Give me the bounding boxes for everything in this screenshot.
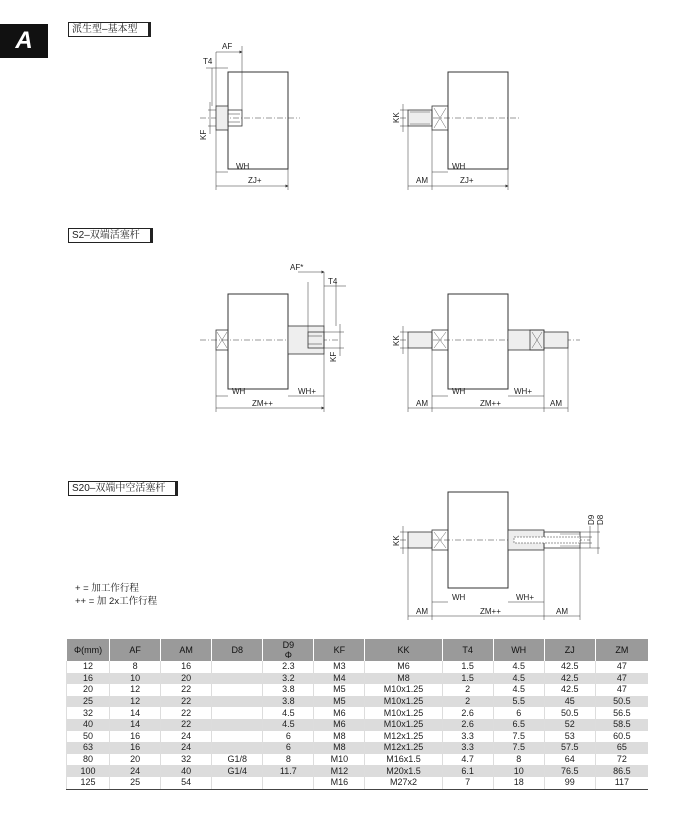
table-cell: 16	[110, 742, 161, 754]
table-cell: 64	[544, 754, 595, 766]
table-cell	[212, 684, 263, 696]
dim-label: AM	[416, 399, 428, 408]
table-cell: 20	[161, 673, 212, 685]
col-header-am: AM	[161, 639, 212, 661]
table-cell: 24	[110, 765, 161, 777]
table-row	[67, 719, 649, 731]
table-cell: 50	[67, 731, 110, 743]
dim-label: T4	[328, 277, 338, 286]
table-cell: M10x1.25	[365, 707, 442, 719]
table-cell: 6	[263, 742, 314, 754]
table-cell: 47	[595, 673, 648, 685]
table-cell: G1/4	[212, 765, 263, 777]
dim-label: AF	[222, 42, 233, 51]
dim-label: WH+	[514, 387, 532, 396]
col-header-bore: Φ(mm)	[67, 639, 110, 661]
dim-label: WH	[232, 387, 246, 396]
table-cell: 3.2	[263, 673, 314, 685]
table-cell: 20	[67, 684, 110, 696]
col-header-d8: D8	[212, 639, 263, 661]
dim-label: KF	[199, 129, 208, 140]
dim-label: ZM++	[480, 607, 501, 616]
table-cell: 6	[493, 707, 544, 719]
table-cell: 50.5	[595, 696, 648, 708]
table-cell: M5	[314, 696, 365, 708]
table-cell: 5.5	[493, 696, 544, 708]
dim-label: D9	[587, 514, 596, 525]
table-cell: 3.3	[442, 742, 493, 754]
table-cell: 58.5	[595, 719, 648, 731]
table-row	[67, 707, 649, 719]
table-row	[67, 742, 649, 754]
table-row	[67, 684, 649, 696]
table-cell: 42.5	[544, 661, 595, 673]
dim-label: D8	[596, 514, 605, 525]
table-cell: 24	[161, 731, 212, 743]
table-cell: 22	[161, 719, 212, 731]
col-header-d9	[263, 639, 314, 661]
table-cell: 4.5	[493, 684, 544, 696]
table-cell: 4.5	[493, 661, 544, 673]
table-cell: M12x1.25	[365, 731, 442, 743]
dim-label: AM	[556, 607, 568, 616]
table-cell: 14	[110, 707, 161, 719]
table-cell: 99	[544, 777, 595, 789]
table-cell: 3.8	[263, 684, 314, 696]
table-cell: 4.5	[263, 719, 314, 731]
table-row	[67, 754, 649, 766]
table-cell: 6.5	[493, 719, 544, 731]
dim-label: WH	[452, 593, 466, 602]
dim-label: ZJ+	[460, 176, 474, 185]
table-cell: 40	[67, 719, 110, 731]
table-header-row	[67, 639, 649, 661]
table-cell: 2.3	[263, 661, 314, 673]
table-cell: 16	[67, 673, 110, 685]
table-cell	[212, 719, 263, 731]
table-cell: 1.5	[442, 673, 493, 685]
table-cell: 50.5	[544, 707, 595, 719]
section-label-s20: S20–双端中空活塞杆	[68, 481, 178, 496]
table-cell: 52	[544, 719, 595, 731]
table-cell: 16	[161, 661, 212, 673]
col-header-zj: ZJ	[544, 639, 595, 661]
dim-label: KK	[392, 112, 401, 123]
table-cell: 42.5	[544, 673, 595, 685]
table-cell: 18	[493, 777, 544, 789]
table-cell: 32	[67, 707, 110, 719]
table-cell: M12	[314, 765, 365, 777]
table-cell: 80	[67, 754, 110, 766]
drawing-basic-internal	[200, 46, 300, 190]
drawing-s20-hollow	[400, 492, 600, 620]
dim-label: KF	[329, 351, 338, 362]
dim-label: WH+	[516, 593, 534, 602]
dim-label: KK	[392, 535, 401, 546]
table-cell: 10	[493, 765, 544, 777]
table-cell: M10x1.25	[365, 696, 442, 708]
drawing-s2-internal	[200, 272, 346, 412]
table-cell	[212, 742, 263, 754]
table-cell: M10x1.25	[365, 719, 442, 731]
dim-label: ZM++	[252, 399, 273, 408]
table-cell: 3.8	[263, 696, 314, 708]
table-row	[67, 696, 649, 708]
table-cell: 24	[161, 742, 212, 754]
col-header-d9-sub: Φ	[284, 650, 292, 660]
table-cell: 7.5	[493, 742, 544, 754]
table-row	[67, 673, 649, 685]
legend-notes	[75, 582, 157, 608]
table-cell: 100	[67, 765, 110, 777]
dim-label: WH+	[298, 387, 316, 396]
table-cell: 12	[110, 696, 161, 708]
table-cell: M16	[314, 777, 365, 789]
table-cell: 47	[595, 661, 648, 673]
table-cell: 72	[595, 754, 648, 766]
page-section-tab: A	[0, 24, 48, 58]
table-cell: M5	[314, 684, 365, 696]
table-cell: 125	[67, 777, 110, 789]
col-header-wh: WH	[493, 639, 544, 661]
table-row	[67, 777, 649, 789]
table-cell: M6	[314, 707, 365, 719]
table-cell: 6	[263, 731, 314, 743]
table-cell: 7	[442, 777, 493, 789]
col-header-d9-label: D9	[282, 640, 295, 650]
table-cell: 25	[67, 696, 110, 708]
table-cell: 12	[67, 661, 110, 673]
dim-label: WH	[452, 162, 466, 171]
table-cell: 6.1	[442, 765, 493, 777]
dim-label: AM	[550, 399, 562, 408]
table-row	[67, 731, 649, 743]
table-cell: 12	[110, 684, 161, 696]
table-cell: M3	[314, 661, 365, 673]
table-cell: M12x1.25	[365, 742, 442, 754]
dim-label: ZM++	[480, 399, 501, 408]
table-cell: 22	[161, 707, 212, 719]
table-row	[67, 765, 649, 777]
table-cell: 40	[161, 765, 212, 777]
table-cell	[212, 777, 263, 789]
table-cell: M6	[365, 661, 442, 673]
table-cell: 32	[161, 754, 212, 766]
dim-label: AM	[416, 607, 428, 616]
table-cell: 1.5	[442, 661, 493, 673]
dim-label: KK	[392, 335, 401, 346]
table-cell	[263, 777, 314, 789]
table-cell: 4.5	[493, 673, 544, 685]
table-cell: M10x1.25	[365, 684, 442, 696]
dim-label: WH	[236, 162, 250, 171]
drawing-basic-external	[400, 72, 520, 190]
table-cell	[212, 673, 263, 685]
table-cell: 2.6	[442, 707, 493, 719]
table-cell: 60.5	[595, 731, 648, 743]
section-label-basic: 派生型–基本型	[68, 22, 151, 37]
dim-label: ZJ+	[248, 176, 262, 185]
table-cell: 8	[110, 661, 161, 673]
table-cell: M4	[314, 673, 365, 685]
table-cell: M8	[365, 673, 442, 685]
table-cell: 16	[110, 731, 161, 743]
table-cell: 4.7	[442, 754, 493, 766]
col-header-kf: KF	[314, 639, 365, 661]
table-cell: 2	[442, 684, 493, 696]
table-cell: M16x1.5	[365, 754, 442, 766]
dim-label: WH	[452, 387, 466, 396]
table-cell: 117	[595, 777, 648, 789]
dimension-table	[66, 639, 648, 790]
table-cell: 57.5	[544, 742, 595, 754]
table-cell: M10	[314, 754, 365, 766]
table-cell: 53	[544, 731, 595, 743]
table-cell: 8	[263, 754, 314, 766]
table-cell: 47	[595, 684, 648, 696]
note-plusplus: ++ = 加 2x工作行程	[75, 596, 158, 607]
table-cell: 86.5	[595, 765, 648, 777]
table-cell: 54	[161, 777, 212, 789]
table-cell: 22	[161, 696, 212, 708]
section-label-s2: S2–双端活塞杆	[68, 228, 153, 243]
table-row	[67, 661, 649, 673]
table-cell	[212, 661, 263, 673]
table-cell: 42.5	[544, 684, 595, 696]
col-header-zm: ZM	[595, 639, 648, 661]
table-cell: 10	[110, 673, 161, 685]
table-cell: 7.5	[493, 731, 544, 743]
col-header-kk: KK	[365, 639, 442, 661]
table-cell: M8	[314, 742, 365, 754]
table-cell: 4.5	[263, 707, 314, 719]
table-cell: 22	[161, 684, 212, 696]
table-cell: 25	[110, 777, 161, 789]
dim-label: AM	[416, 176, 428, 185]
table-cell: 2	[442, 696, 493, 708]
note-plus: + = 加工作行程	[75, 583, 139, 594]
drawing-s2-external	[400, 294, 580, 412]
table-cell	[212, 696, 263, 708]
table-cell: M6	[314, 719, 365, 731]
table-cell: 11.7	[263, 765, 314, 777]
dim-label: AF*	[290, 263, 304, 272]
table-cell	[212, 707, 263, 719]
col-header-af: AF	[110, 639, 161, 661]
table-cell: 14	[110, 719, 161, 731]
table-cell: 8	[493, 754, 544, 766]
table-cell: M20x1.5	[365, 765, 442, 777]
table-cell: M27x2	[365, 777, 442, 789]
table-cell: 2.6	[442, 719, 493, 731]
table-cell: 20	[110, 754, 161, 766]
table-cell: 3.3	[442, 731, 493, 743]
table-cell: 45	[544, 696, 595, 708]
table-cell: 56.5	[595, 707, 648, 719]
table-cell: G1/8	[212, 754, 263, 766]
table-cell: 65	[595, 742, 648, 754]
table-cell: 76.5	[544, 765, 595, 777]
table-cell: 63	[67, 742, 110, 754]
col-header-t4: T4	[442, 639, 493, 661]
table-cell: M8	[314, 731, 365, 743]
table-cell	[212, 731, 263, 743]
dim-label: T4	[203, 57, 213, 66]
